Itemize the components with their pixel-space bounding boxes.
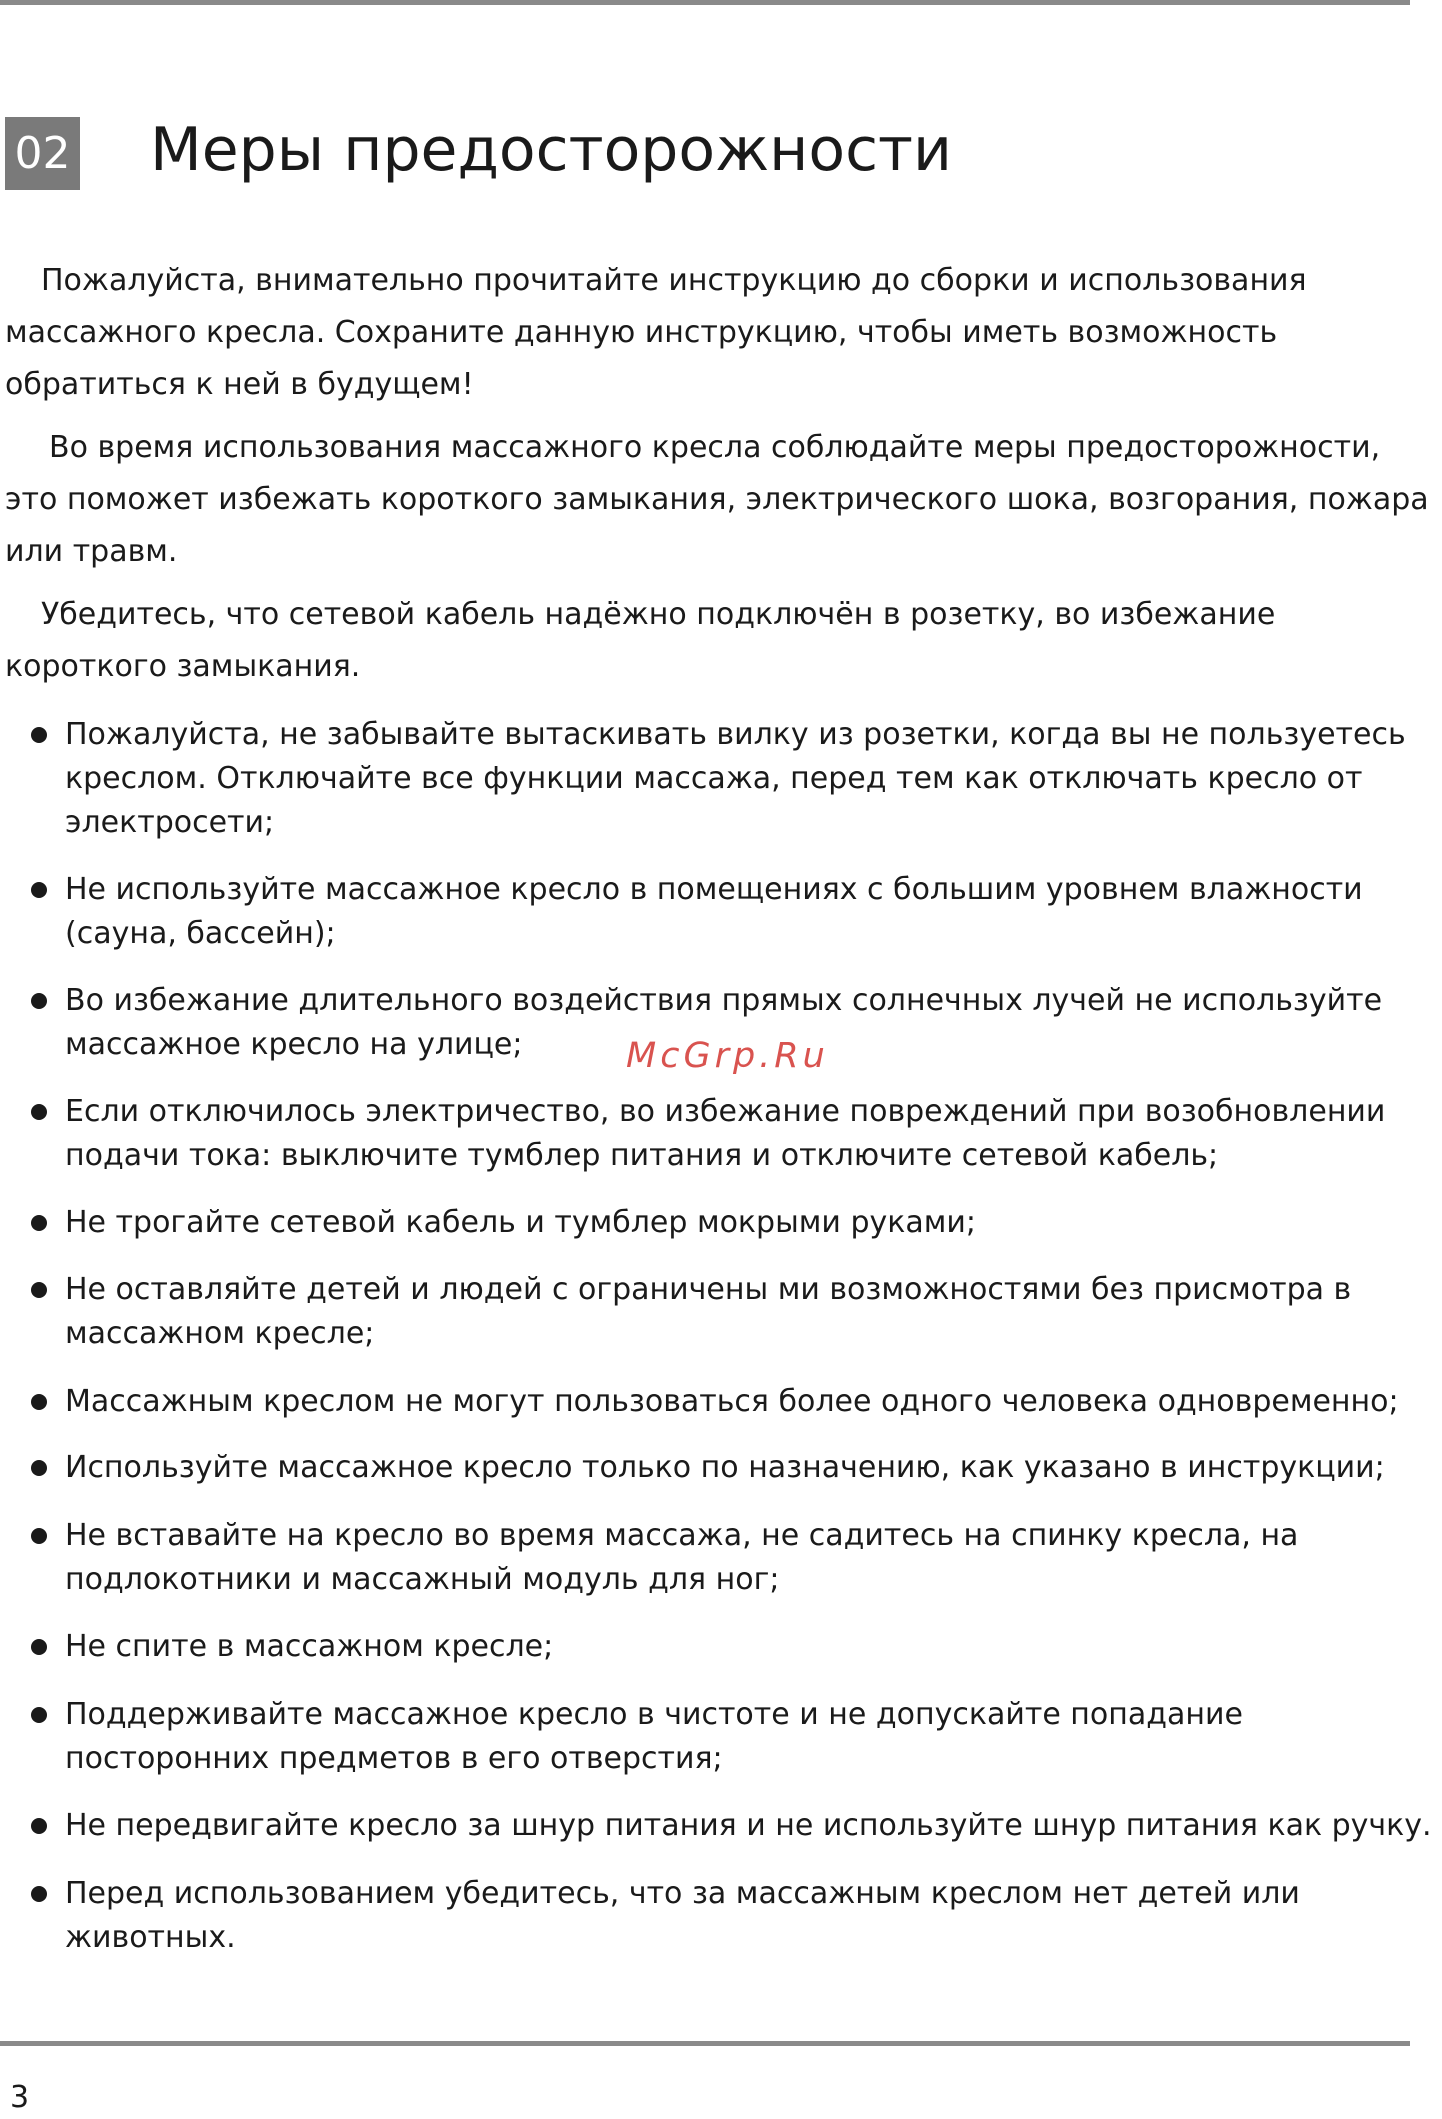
- page-title: Меры предосторожности: [150, 115, 953, 185]
- bullet-icon: [31, 1886, 47, 1902]
- bullet-icon: [31, 1818, 47, 1834]
- list-item-text: Во избежание длительного воздействия прямых солнечных лучей не используйте массажное кресло на улице;: [65, 983, 1383, 1062]
- bottom-divider: [0, 2041, 1410, 2046]
- intro-paragraph: Убедитесь, что сетевой кабель надёжно подключён в розетку, во избежание короткого замыкания.: [5, 597, 1276, 684]
- bullet-icon: [31, 1394, 47, 1410]
- list-item-text: Перед использованием убедитесь, что за массажным креслом нет детей или животных.: [65, 1876, 1300, 1955]
- list-item-text: Массажным креслом не могут пользоваться более одного человека одновременно;: [65, 1384, 1399, 1419]
- watermark: McGrp.Ru: [626, 1036, 829, 1076]
- page-number: 3: [10, 2080, 30, 2115]
- bullet-icon: [31, 993, 47, 1009]
- bullet-icon: [31, 882, 47, 898]
- intro-paragraph: Пожалуйста, внимательно прочитайте инструкцию до сборки и использования массажного кресла. Сохраните данную инструкцию, чтобы иметь возможность обратиться к ней в будущем!: [5, 263, 1307, 402]
- top-divider: [0, 0, 1410, 5]
- bullet-icon: [31, 1460, 47, 1476]
- list-item-text: Не оставляйте детей и людей с ограничены ми возможностями без присмотра в массажном кресле;: [65, 1272, 1352, 1351]
- section-number-badge: 02: [5, 117, 80, 190]
- list-item-text: Не передвигайте кресло за шнур питания и не используйте шнур питания как ручку.: [65, 1808, 1432, 1843]
- list-item-text: Используйте массажное кресло только по назначению, как указано в инструкции;: [65, 1450, 1385, 1485]
- list-item-text: Поддерживайте массажное кресло в чистоте и не допускайте попадание посторонних предметов в его отверстия;: [65, 1697, 1243, 1776]
- list-item-text: Если отключилось электричество, во избежание повреждений при возобновлении подачи тока: выключите тумблер питания и отключите сетевой кабель;: [65, 1094, 1386, 1173]
- bullet-icon: [31, 1215, 47, 1231]
- list-item-text: Не вставайте на кресло во время массажа, не садитесь на спинку кресла, на подлокотники и массажный модуль для ног;: [65, 1518, 1299, 1597]
- list-item-text: Не трогайте сетевой кабель и тумблер мокрыми руками;: [65, 1205, 976, 1240]
- bullet-icon: [31, 1104, 47, 1120]
- bullet-icon: [31, 1528, 47, 1544]
- intro-paragraph: Во время использования массажного кресла соблюдайте меры предосторожности, это поможет избежать короткого замыкания, электрического шока, возгорания, пожара или травм.: [5, 430, 1429, 569]
- list-item-text: Пожалуйста, не забывайте вытаскивать вилку из розетки, когда вы не пользуетесь креслом. Отключайте все функции массажа, перед тем как отключать кресло от электросети;: [65, 717, 1406, 840]
- list-item-text: Не используйте массажное кресло в помещениях с большим уровнем влажности (сауна, бассейн);: [65, 872, 1363, 951]
- bullet-icon: [31, 1639, 47, 1655]
- list-item-text: Не спите в массажном кресле;: [65, 1629, 554, 1664]
- bullet-icon: [31, 1282, 47, 1298]
- bullet-icon: [31, 1707, 47, 1723]
- bullet-icon: [31, 727, 47, 743]
